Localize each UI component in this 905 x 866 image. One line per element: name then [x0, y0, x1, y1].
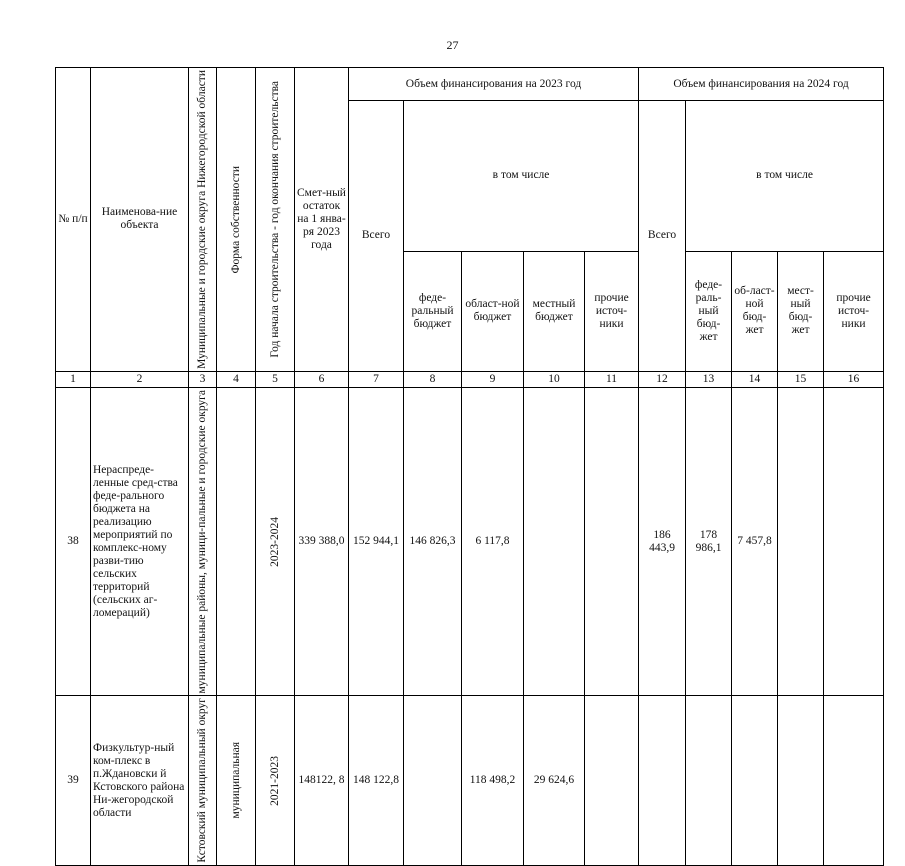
header-obl-2024: об-ласт-ной бюд-жет	[732, 251, 778, 371]
header-oth-2023: прочие источ-ники	[585, 251, 639, 371]
header-including-2024: в том числе	[686, 101, 884, 252]
row-ownership: муниципальная	[229, 742, 242, 819]
row-total-2023: 152 944,1	[349, 387, 404, 695]
column-number: 4	[217, 371, 256, 387]
header-remaining: Смет-ный остаток на 1 янва-ря 2023 года	[295, 68, 349, 372]
row-obl-2024	[732, 696, 778, 866]
column-number: 5	[256, 371, 295, 387]
row-municipality-cell	[189, 696, 217, 866]
column-number: 8	[404, 371, 462, 387]
row-obl-2023: 118 498,2	[462, 696, 524, 866]
row-no: 38	[56, 387, 91, 695]
column-number: 16	[824, 371, 884, 387]
row-oth-2023	[585, 387, 639, 695]
row-loc-2024	[778, 387, 824, 695]
header-fed-2023: феде-ральный бюджет	[404, 251, 462, 371]
row-loc-2023: 29 624,6	[524, 696, 585, 866]
header-oth-2024: прочие источ-ники	[824, 251, 884, 371]
row-oth-2023	[585, 696, 639, 866]
header-loc-2024: мест-ный бюд-жет	[778, 251, 824, 371]
row-years: 2023-2024	[268, 516, 281, 567]
row-name: Физкультур-ный ком-плекс в п.Ждановски й Кстовского района Ни-жегородской области	[91, 696, 189, 866]
row-loc-2023	[524, 387, 585, 695]
financing-table	[55, 67, 884, 866]
row-municipality-cell	[189, 387, 217, 695]
header-municipality-cell	[189, 68, 217, 372]
column-number: 11	[585, 371, 639, 387]
column-number: 7	[349, 371, 404, 387]
row-no: 39	[56, 696, 91, 866]
row-municipality: Кстовский муниципальный округ	[196, 698, 208, 863]
row-oth-2024	[824, 387, 884, 695]
header-municipality: Муниципальные и городские округа Нижегородской области	[196, 70, 208, 369]
column-numbers-row	[56, 371, 884, 387]
row-loc-2024	[778, 696, 824, 866]
row-remaining: 339 388,0	[295, 387, 349, 695]
header-including-2023: в том числе	[404, 101, 639, 252]
header-years-cell	[256, 68, 295, 372]
column-number: 14	[732, 371, 778, 387]
header-no: № п/п	[56, 68, 91, 372]
header-fed-2024: феде-раль-ный бюд-жет	[686, 251, 732, 371]
column-number: 3	[189, 371, 217, 387]
header-total-2024: Всего	[639, 101, 686, 372]
row-fed-2024	[686, 696, 732, 866]
header-years: Год начала строительства - год окончания строительства	[268, 81, 281, 358]
column-number: 15	[778, 371, 824, 387]
header-name: Наименова-ние объекта	[91, 68, 189, 372]
row-obl-2024: 7 457,8	[732, 387, 778, 695]
header-obl-2023: област-ной бюджет	[462, 251, 524, 371]
row-fed-2024: 178 986,1	[686, 387, 732, 695]
header-loc-2023: местный бюджет	[524, 251, 585, 371]
row-ownership-cell	[217, 696, 256, 866]
row-ownership-cell	[217, 387, 256, 695]
row-municipality: муниципальные районы, муници-пальные и городские округа	[196, 389, 208, 694]
column-number: 6	[295, 371, 349, 387]
header-ownership: Форма собственности	[229, 165, 242, 274]
column-number: 13	[686, 371, 732, 387]
row-total-2024: 186 443,9	[639, 387, 686, 695]
column-number: 1	[56, 371, 91, 387]
table-row	[56, 696, 884, 866]
column-number: 9	[462, 371, 524, 387]
column-number: 12	[639, 371, 686, 387]
header-total-2023: Всего	[349, 101, 404, 372]
row-total-2024	[639, 696, 686, 866]
column-number: 2	[91, 371, 189, 387]
header-ownership-cell	[217, 68, 256, 372]
row-name: Нераспреде-ленные сред-ства феде-рального бюджета на реализацию мероприятий по комплекс-ному разви-тию сельских территорий (сельских аг-ломераций)	[91, 387, 189, 695]
page-number: 27	[446, 38, 459, 52]
row-obl-2023: 6 117,8	[462, 387, 524, 695]
column-number: 10	[524, 371, 585, 387]
row-remaining: 148122, 8	[295, 696, 349, 866]
row-fed-2023	[404, 696, 462, 866]
row-years-cell	[256, 387, 295, 695]
row-total-2023: 148 122,8	[349, 696, 404, 866]
row-years-cell	[256, 696, 295, 866]
table-row	[56, 387, 884, 695]
row-years: 2021-2023	[268, 755, 281, 806]
row-oth-2024	[824, 696, 884, 866]
row-fed-2023: 146 826,3	[404, 387, 462, 695]
header-fin-2024: Объем финансирования на 2024 год	[639, 68, 884, 101]
header-fin-2023: Объем финансирования на 2023 год	[349, 68, 639, 101]
